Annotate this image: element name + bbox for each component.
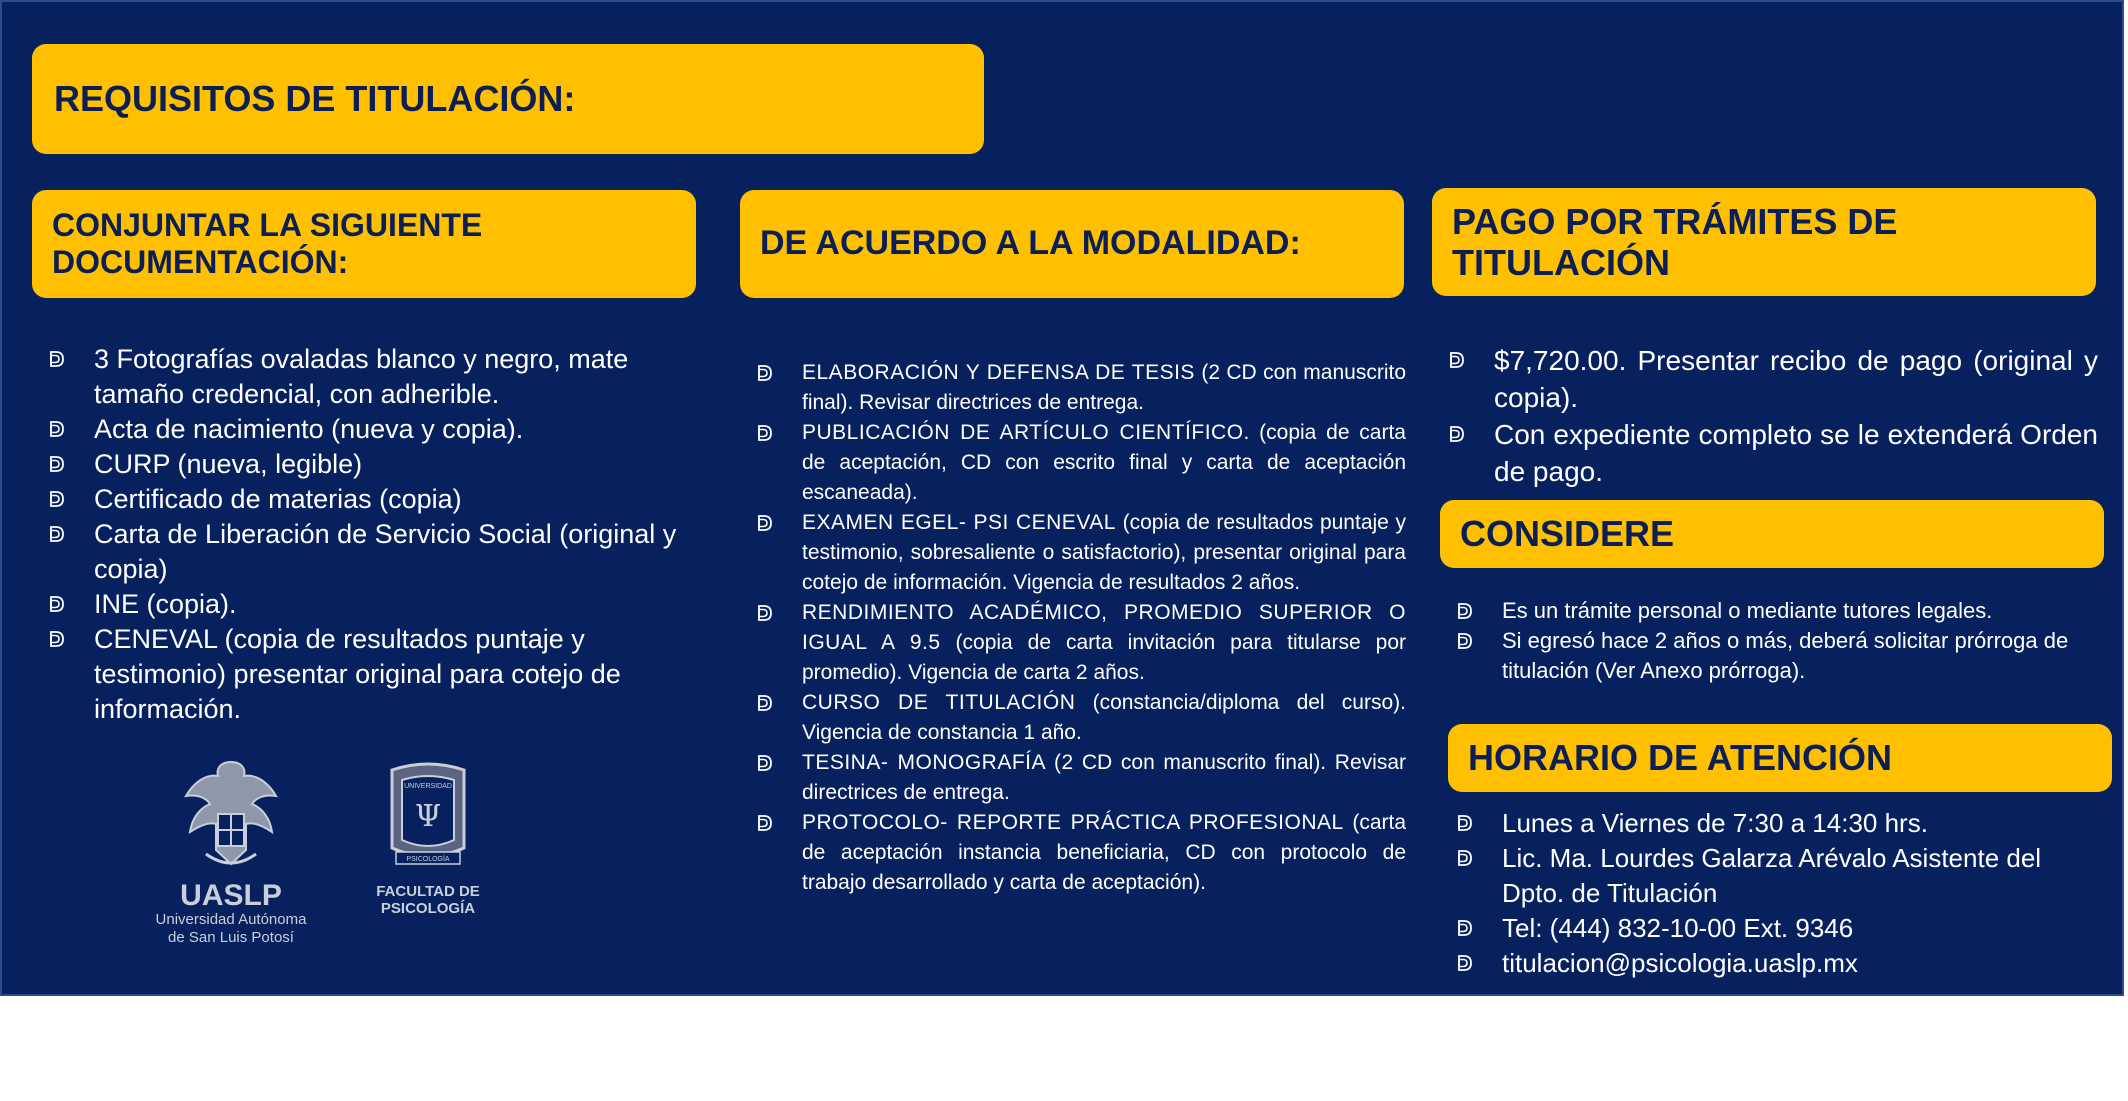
bullet-icon (756, 364, 774, 382)
documentation-item (48, 412, 688, 447)
bullet-icon (48, 490, 66, 508)
bullet-icon (756, 514, 774, 532)
bullet-icon (48, 350, 66, 368)
consider-heading: CONSIDERE (1460, 513, 1675, 555)
modality-item (756, 688, 1406, 748)
modality-item (756, 748, 1406, 808)
bullet-icon (1456, 849, 1474, 867)
modality-heading: DE ACUERDO A LA MODALIDAD: (760, 224, 1301, 263)
documentation-item (48, 587, 688, 622)
schedule-item (1456, 806, 2056, 841)
uaslp-name: UASLP (180, 879, 282, 912)
modality-detail: (copia de carta invitación para titularse por promedio). Vigencia de carta 2 años. (802, 631, 1407, 684)
bullet-icon (48, 595, 66, 613)
psychology-seal-icon (378, 760, 478, 878)
modality-item (756, 358, 1406, 418)
schedule-heading: HORARIO DE ATENCIÓN (1468, 737, 1893, 779)
modality-item (756, 508, 1406, 598)
faculty-line1: FACULTAD DE (376, 883, 480, 900)
documentation-item (48, 342, 688, 412)
uaslp-logo (142, 754, 320, 947)
modality-name: EXAMEN EGEL- PSI CENEVAL (802, 511, 1116, 534)
bullet-icon (756, 424, 774, 442)
modality-item (756, 418, 1406, 508)
seal-text-top: UNIVERSIDAD (404, 783, 452, 790)
documentation-item-text: 3 Fotografías ovaladas blanco y negro, mate tamaño credencial, con adherible. (94, 344, 629, 409)
schedule-heading-box (1448, 724, 2112, 792)
schedule-item-text: Tel: (444) 832-10-00 Ext. 9346 (1502, 913, 1854, 943)
modality-name: CURSO DE TITULACIÓN (802, 691, 1076, 714)
documentation-list (48, 342, 688, 727)
bullet-icon (1456, 954, 1474, 972)
faculty-line2: PSICOLOGÍA (380, 900, 476, 917)
modality-detail: (constancia/diploma del curso). Vigencia de constancia 1 año. (802, 691, 1406, 744)
modality-detail: (carta de aceptación instancia beneficiaria, CD con protocolo de trabajo desarrollado y carta de aceptación). (802, 811, 1407, 894)
documentation-item-text: Certificado de materias (copia) (94, 484, 462, 514)
payment-list (1448, 342, 2098, 490)
consider-item-text: Si egresó hace 2 años o más, deberá solicitar prórroga de titulación (Ver Anexo prórroga). (1502, 628, 2069, 683)
consider-list (1456, 596, 2110, 686)
uaslp-line2: de San Luis Potosí (168, 929, 294, 946)
schedule-item-text: titulacion@psicologia.uaslp.mx (1502, 948, 1858, 978)
payment-item (1448, 416, 2098, 490)
schedule-item (1456, 946, 2056, 981)
payment-item (1448, 342, 2098, 416)
consider-heading-box (1440, 500, 2104, 568)
seal-text-bottom: PSICOLOGÍA (406, 856, 450, 863)
bullet-icon (48, 420, 66, 438)
uaslp-line1: Universidad Autónoma (155, 911, 307, 928)
consider-item (1456, 596, 2110, 626)
faculty-logo (366, 760, 490, 917)
bullet-icon (756, 814, 774, 832)
bullet-icon (1448, 351, 1466, 369)
modality-detail: 2 CD con manuscrito final). Revisar directrices de entrega. (802, 751, 1406, 804)
schedule-item (1456, 911, 2056, 946)
bullet-icon (1456, 919, 1474, 937)
modality-list (756, 358, 1406, 898)
modality-detail: . (copia de carta de aceptación, CD con escrito final y carta de aceptación escaneada). (802, 421, 1406, 504)
bullet-icon (1456, 602, 1474, 620)
schedule-item-text: Lic. Ma. Lourdes Galarza Arévalo Asistente del Dpto. de Titulación (1502, 843, 2042, 908)
documentation-item-text: CENEVAL (copia de resultados puntaje y testimonio) presentar original para cotejo de información. (94, 624, 621, 724)
documentation-item (48, 482, 688, 517)
documentation-item (48, 447, 688, 482)
modality-item (756, 808, 1406, 898)
main-title: REQUISITOS DE TITULACIÓN: (54, 78, 576, 120)
documentation-item-text: CURP (nueva, legible) (94, 449, 363, 479)
consider-item (1456, 626, 2110, 686)
documentation-item-text: INE (copia). (94, 589, 237, 619)
documentation-item-text: Carta de Liberación de Servicio Social (original y copia) (94, 519, 677, 584)
modality-detail: (copia de resultados puntaje y testimonio, sobresaliente o satisfactorio), presentar original para cotejo de información. Vigencia de resultados 2 años. (802, 511, 1406, 594)
bullet-icon (48, 455, 66, 473)
consider-item-text: Es un trámite personal o mediante tutores legales. (1502, 598, 1993, 623)
payment-heading: PAGO POR TRÁMITES DE TITULACIÓN (1452, 200, 1898, 283)
documentation-heading-box (32, 190, 696, 298)
bullet-icon (48, 630, 66, 648)
payment-heading-box (1432, 188, 2096, 296)
modality-name: PROTOCOLO- REPORTE PRÁCTICA PROFESIONAL (802, 811, 1344, 834)
modality-name: ELABORACIÓN Y DEFENSA DE TESIS (802, 361, 1195, 384)
eagle-crest-icon (176, 754, 286, 874)
schedule-item-text: Lunes a Viernes de 7:30 a 14:30 hrs. (1502, 808, 1928, 838)
payment-item-text: Con expediente completo se le extenderá Orden de pago. (1494, 419, 2098, 487)
modality-name: PUBLICACIÓN DE ARTÍCULO CIENTÍFICO (802, 421, 1244, 444)
documentation-item (48, 517, 688, 587)
payment-item-text: $7,720.00. Presentar recibo de pago (original y copia). (1494, 345, 2098, 413)
bullet-icon (1456, 632, 1474, 650)
modality-heading-box (740, 190, 1404, 298)
bullet-icon (756, 754, 774, 772)
documentation-heading: CONJUNTAR LA SIGUIENTE DOCUMENTACIÓN: (52, 207, 483, 280)
bullet-icon (1448, 425, 1466, 443)
schedule-item (1456, 841, 2056, 911)
modality-name: TESINA- MONOGRAFÍA ( (802, 751, 1062, 774)
bullet-icon (1456, 814, 1474, 832)
bullet-icon (756, 604, 774, 622)
svg-text:Ψ: Ψ (414, 799, 442, 834)
modality-name: RENDIMIENTO ACADÉMICO, PROMEDIO SUPERIOR O IGUAL A 9.5 (802, 601, 1406, 654)
documentation-item (48, 622, 688, 727)
modality-item (756, 598, 1406, 688)
bullet-icon (756, 694, 774, 712)
modality-detail: (2 CD con manuscrito final). Revisar directrices de entrega. (802, 361, 1407, 414)
bullet-icon (48, 525, 66, 543)
main-title-box (32, 44, 984, 154)
schedule-list (1456, 806, 2056, 981)
documentation-item-text: Acta de nacimiento (nueva y copia). (94, 414, 524, 444)
